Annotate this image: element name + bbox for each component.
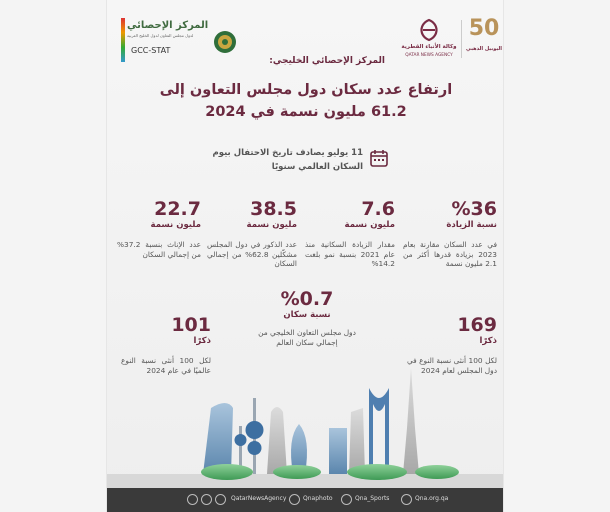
handle-qatarnewsagency[interactable]: QatarNewsAgency (231, 495, 287, 502)
stat-description: دول مجلس التعاون الخليجي من إجمالي سكان العالم (258, 328, 356, 347)
gccstat-emblem-icon (213, 30, 237, 54)
source-label: المركز الإحصائي الخليجي: (269, 56, 385, 66)
event-line1: 11 يوليو يصادف تاريخ الاحتفال بيوم (212, 148, 363, 158)
telegram-icon[interactable] (187, 494, 198, 505)
facebook-icon[interactable] (201, 494, 212, 505)
gccstat-subtitle: لدول مجلس التعاون لدول الخليج العربية (127, 33, 194, 38)
gcc-skyline-illustration (107, 368, 504, 488)
stat-description: في عدد السكان مقارنة بعام 2023 بزيادة قدرها أكثر من 2.1 مليون نسمة (403, 240, 497, 269)
stat-description: عدد الذكور في دول المجلس مشكّلين 62.8% من إجمالي السكان (207, 240, 297, 269)
stat-description: لكل 100 أنثى نسبة النوع عالميًا في عام 2024 (121, 356, 212, 375)
gccstat-name-en: GCC-STAT (131, 46, 171, 55)
stat-world-share (253, 288, 361, 347)
qna-emblem-icon (414, 18, 444, 42)
stat-label: نسبة سكان (283, 310, 331, 320)
headline-line2: 61.2 مليون نسمة في 2024 (205, 104, 407, 120)
globe-icon[interactable] (401, 494, 412, 505)
footer-social-bar (107, 488, 504, 512)
event-line2: السكان العالمي سنويًا (271, 162, 363, 172)
stat-value: %0.7 (280, 288, 334, 310)
stat-label: مليون نسمة (344, 220, 395, 230)
qna-name-en: QATAR NEWS AGENCY (405, 53, 453, 58)
stat-label: نسبة الزيادة (446, 220, 497, 230)
stat-value: 101 (171, 314, 211, 336)
stat-label: مليون نسمة (246, 220, 297, 230)
stat-value: 38.5 (250, 198, 297, 220)
calendar-icon (369, 148, 389, 168)
divider-line (461, 20, 462, 58)
handle-qnaphoto[interactable]: Qnaphoto (303, 495, 333, 502)
x-sports-icon[interactable] (341, 494, 352, 505)
stat-world-sex-ratio (121, 314, 211, 375)
stat-description: عدد الإناث بنسبة 37.2% من إجمالي السكان (117, 240, 201, 259)
stat-value: 169 (457, 314, 497, 336)
headline-line1: ارتفاع عدد سكان دول مجلس التعاون إلى (159, 82, 453, 98)
jubilee-text: اليوبيل الذهبي (466, 46, 502, 52)
stat-gcc-sex-ratio (407, 314, 497, 375)
stat-value: 22.7 (154, 198, 201, 220)
stat-label: مليون نسمة (150, 220, 201, 230)
stat-increase-since-2021 (305, 198, 395, 269)
instagram-icon[interactable] (289, 494, 300, 505)
handle-qna-sports[interactable]: Qna_Sports (355, 495, 390, 502)
stat-description: مقدار الزيادة السكانية منذ عام 2021 بنسبة نمو بلغت 14.2% (305, 240, 395, 269)
qna-logo (399, 18, 459, 62)
stat-label: ذكرًا (193, 336, 211, 346)
jubilee-number: 50 (468, 16, 500, 41)
gccstat-logo (121, 18, 241, 64)
gccstat-name-ar: المركز الإحصائي (127, 20, 209, 31)
stat-value: 7.6 (361, 198, 395, 220)
stat-value: %36 (451, 198, 497, 220)
website-link[interactable]: Qna.org.qa (415, 495, 449, 502)
stat-females (117, 198, 201, 259)
stat-males (207, 198, 297, 269)
infographic (106, 0, 504, 512)
stat-label: ذكرًا (479, 336, 497, 346)
stat-description: لكل 100 أنثى نسبة النوع في دول المجلس لعام 2024 (407, 356, 498, 375)
qna-name-ar: وكالة الأنباء القطرية (401, 44, 457, 50)
x-icon[interactable] (215, 494, 226, 505)
stat-growth-rate (403, 198, 497, 269)
jubilee-logo (465, 16, 503, 60)
